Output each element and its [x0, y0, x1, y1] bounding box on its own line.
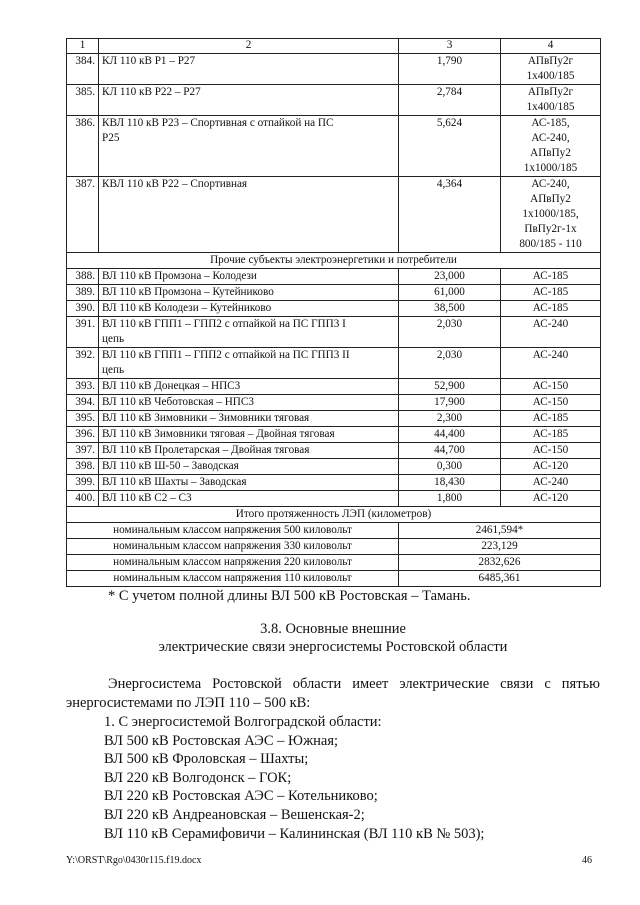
row-number: 387.	[67, 177, 99, 253]
page-number: 46	[582, 855, 592, 866]
wire-type-line: АС-240	[532, 349, 569, 361]
line-length: 2,784	[399, 85, 501, 116]
voltage-class-label: номинальным классом напряжения 220 киловольт	[67, 555, 399, 571]
table-row	[67, 85, 601, 116]
row-number: 390.	[67, 301, 99, 317]
line-name	[99, 443, 399, 459]
wire-type-line: 1х1000/185	[523, 162, 578, 174]
line-name-line: КВЛ 110 кВ Р23 – Спортивная с отпайкой на ПС	[102, 117, 334, 129]
line-name	[99, 54, 399, 85]
row-number: 394.	[67, 395, 99, 411]
line-name-line: КЛ 110 кВ Р1 – Р27	[102, 55, 196, 67]
table-row	[67, 177, 601, 253]
wire-type-line: АС-240	[532, 318, 569, 330]
table-row	[67, 427, 601, 443]
row-number: 392.	[67, 348, 99, 379]
row-number: 393.	[67, 379, 99, 395]
line-length: 4,364	[399, 177, 501, 253]
section-heading-line2: электрические связи энергосистемы Ростовской области	[158, 639, 508, 655]
line-name-line: ВЛ 110 кВ Промзона – Кутейниково	[102, 286, 274, 298]
row-number: 397.	[67, 443, 99, 459]
wire-type-line: АС-185	[532, 412, 569, 424]
line-name	[99, 411, 399, 427]
table-row	[67, 285, 601, 301]
file-path: Y:\ORST\Rgo\0430r115.f19.docx	[66, 855, 202, 866]
table-row	[67, 459, 601, 475]
total-length-value: 223,129	[399, 539, 601, 555]
wire-type	[501, 317, 601, 348]
wire-type-line: АС-185	[532, 302, 569, 314]
totals-row	[67, 523, 601, 539]
wire-type-line: АС-240,	[531, 178, 570, 190]
wire-type-line: АПвПу2	[530, 147, 571, 159]
table-row	[67, 348, 601, 379]
line-name	[99, 317, 399, 348]
voltage-class-label: номинальным классом напряжения 330 киловольт	[67, 539, 399, 555]
line-length: 38,500	[399, 301, 501, 317]
wire-type-line: АС-150	[532, 396, 569, 408]
wire-type	[501, 85, 601, 116]
line-name	[99, 85, 399, 116]
table-row	[67, 379, 601, 395]
wire-type-line: АС-240	[532, 476, 569, 488]
wire-type-line: АПвПу2	[530, 193, 571, 205]
connection-list-item: ВЛ 220 кВ Ростовская АЭС – Котельниково;	[104, 788, 378, 805]
column-number-header: 1	[67, 39, 99, 54]
line-name	[99, 177, 399, 253]
wire-type-line: АС-120	[532, 460, 569, 472]
row-number: 386.	[67, 116, 99, 177]
table-row	[67, 475, 601, 491]
wire-type-line: АПвПу2г	[527, 55, 574, 67]
line-name-line: ВЛ 110 кВ Шахты – Заводская	[102, 476, 247, 488]
paragraph-line2: энергосистемами по ЛЭП 110 – 500 кВ:	[66, 695, 311, 711]
connection-list-item: ВЛ 220 кВ Андреановская – Вешенская-2;	[104, 807, 365, 823]
line-length: 2,030	[399, 317, 501, 348]
wire-type	[501, 475, 601, 491]
line-name	[99, 459, 399, 475]
wire-type-line: АС-240,	[531, 132, 570, 144]
row-number: 388.	[67, 269, 99, 285]
wire-type	[501, 54, 601, 85]
line-name	[99, 379, 399, 395]
table-row	[67, 301, 601, 317]
line-name	[99, 285, 399, 301]
row-number: 395.	[67, 411, 99, 427]
section-title: Прочие субъекты электроэнергетики и потребители	[67, 253, 601, 269]
wire-type-line: АПвПу2г	[527, 86, 574, 98]
line-name	[99, 395, 399, 411]
table-header-row	[67, 39, 601, 54]
line-name-line: ВЛ 110 кВ Пролетарская – Двойная тяговая	[102, 444, 310, 456]
connection-list-item: 1. С энергосистемой Волгоградской области:	[104, 714, 382, 730]
line-length: 17,900	[399, 395, 501, 411]
total-length-value: 6485,361	[399, 571, 601, 587]
wire-type	[501, 116, 601, 177]
wire-type	[501, 411, 601, 427]
line-name-line: ВЛ 110 кВ ГПП1 – ГПП2 с отпайкой на ПС ГПП3 I	[102, 318, 346, 330]
table-row	[67, 491, 601, 507]
wire-type	[501, 348, 601, 379]
table-row	[67, 54, 601, 85]
section-heading-line1: 3.8. Основные внешние	[260, 621, 406, 637]
table-row	[67, 443, 601, 459]
wire-type	[501, 395, 601, 411]
wire-type-line: АС-150	[532, 380, 569, 392]
wire-type	[501, 427, 601, 443]
line-name	[99, 427, 399, 443]
wire-type-line: ПвПу2г-1х	[524, 223, 577, 235]
wire-type-line: АС-150	[532, 444, 569, 456]
total-length-value: 2461,594*	[399, 523, 601, 539]
row-number: 385.	[67, 85, 99, 116]
line-length: 52,900	[399, 379, 501, 395]
wire-type-line: АС-120	[532, 492, 569, 504]
wire-type	[501, 285, 601, 301]
wire-type	[501, 379, 601, 395]
line-length: 1,800	[399, 491, 501, 507]
row-number: 384.	[67, 54, 99, 85]
totals-row	[67, 539, 601, 555]
line-length: 2,300	[399, 411, 501, 427]
line-name-line: ВЛ 110 кВ Колодези – Кутейниково	[102, 302, 272, 314]
line-length: 44,400	[399, 427, 501, 443]
wire-type-line: 1х1000/185,	[522, 208, 579, 220]
wire-type-line: АС-185	[532, 270, 569, 282]
row-number: 399.	[67, 475, 99, 491]
line-length: 5,624	[399, 116, 501, 177]
line-name	[99, 269, 399, 285]
row-number: 389.	[67, 285, 99, 301]
line-name	[99, 348, 399, 379]
wire-type-line: 1х400/185	[526, 70, 575, 82]
line-name-line: цепь	[102, 333, 125, 345]
wire-type-line: АС-185	[532, 428, 569, 440]
wire-type	[501, 491, 601, 507]
line-name	[99, 491, 399, 507]
voltage-class-label: номинальным классом напряжения 500 киловольт	[67, 523, 399, 539]
table-row	[67, 269, 601, 285]
wire-type	[501, 177, 601, 253]
wire-type-line: АС-185	[532, 286, 569, 298]
paragraph-line1: Энергосистема Ростовской области имеет электрические связи с пятью	[108, 676, 600, 692]
line-name-line: ВЛ 110 кВ Ш-50 – Заводская	[102, 460, 239, 472]
wire-type	[501, 443, 601, 459]
table-row	[67, 411, 601, 427]
row-number: 396.	[67, 427, 99, 443]
column-number-header: 3	[399, 39, 501, 54]
line-name-line: ВЛ 110 кВ ГПП1 – ГПП2 с отпайкой на ПС ГПП3 II	[102, 349, 350, 361]
column-number-header: 4	[501, 39, 601, 54]
line-name-line: ВЛ 110 кВ Зимовники – Зимовники тяговая	[102, 412, 310, 424]
line-name-line: ВЛ 110 кВ С2 – С3	[102, 492, 192, 504]
line-name	[99, 301, 399, 317]
line-name-line: ВЛ 110 кВ Чеботовская – НПС3	[102, 396, 254, 408]
connection-list-item: ВЛ 500 кВ Ростовская АЭС – Южная;	[104, 732, 339, 749]
line-name-line: КВЛ 110 кВ Р22 – Спортивная	[102, 178, 248, 190]
table-row	[67, 116, 601, 177]
totals-title-row	[67, 507, 601, 523]
connection-list-item: ВЛ 110 кВ Серамифовичи – Калининская (ВЛ 110 кВ № 503);	[104, 825, 485, 842]
line-name-line: ВЛ 110 кВ Зимовники тяговая – Двойная тяговая	[102, 428, 335, 440]
voltage-class-label: номинальным классом напряжения 110 киловольт	[67, 571, 399, 587]
column-number-header: 2	[99, 39, 399, 54]
line-name	[99, 475, 399, 491]
line-length: 44,700	[399, 443, 501, 459]
power-lines-table	[66, 38, 601, 587]
footnote: * С учетом полной длины ВЛ 500 кВ Ростовская – Тамань.	[108, 588, 471, 604]
line-name-line: Р25	[102, 132, 120, 144]
wire-type	[501, 301, 601, 317]
line-length: 18,430	[399, 475, 501, 491]
line-name	[99, 116, 399, 177]
totals-title: Итого протяженность ЛЭП (километров)	[67, 507, 601, 523]
line-length: 2,030	[399, 348, 501, 379]
row-number: 391.	[67, 317, 99, 348]
line-length: 23,000	[399, 269, 501, 285]
line-name-line: ВЛ 110 кВ Донецкая – НПС3	[102, 380, 241, 392]
section-row	[67, 253, 601, 269]
line-length: 1,790	[399, 54, 501, 85]
connection-list-item: ВЛ 500 кВ Фроловская – Шахты;	[104, 751, 309, 768]
line-length: 61,000	[399, 285, 501, 301]
line-name-line: КЛ 110 кВ Р22 – Р27	[102, 86, 201, 98]
totals-row	[67, 571, 601, 587]
connection-list-item: ВЛ 220 кВ Волгодонск – ГОК;	[104, 769, 292, 786]
line-name-line: ВЛ 110 кВ Промзона – Колодези	[102, 270, 257, 282]
wire-type-line: АС-185,	[531, 117, 570, 129]
wire-type-line: 1х400/185	[526, 101, 575, 113]
table-row	[67, 317, 601, 348]
line-name-line: цепь	[102, 364, 125, 376]
wire-type-line: 800/185 - 110	[519, 238, 582, 250]
row-number: 398.	[67, 459, 99, 475]
table-row	[67, 395, 601, 411]
wire-type	[501, 459, 601, 475]
row-number: 400.	[67, 491, 99, 507]
total-length-value: 2832,626	[399, 555, 601, 571]
wire-type	[501, 269, 601, 285]
line-length: 0,300	[399, 459, 501, 475]
totals-row	[67, 555, 601, 571]
